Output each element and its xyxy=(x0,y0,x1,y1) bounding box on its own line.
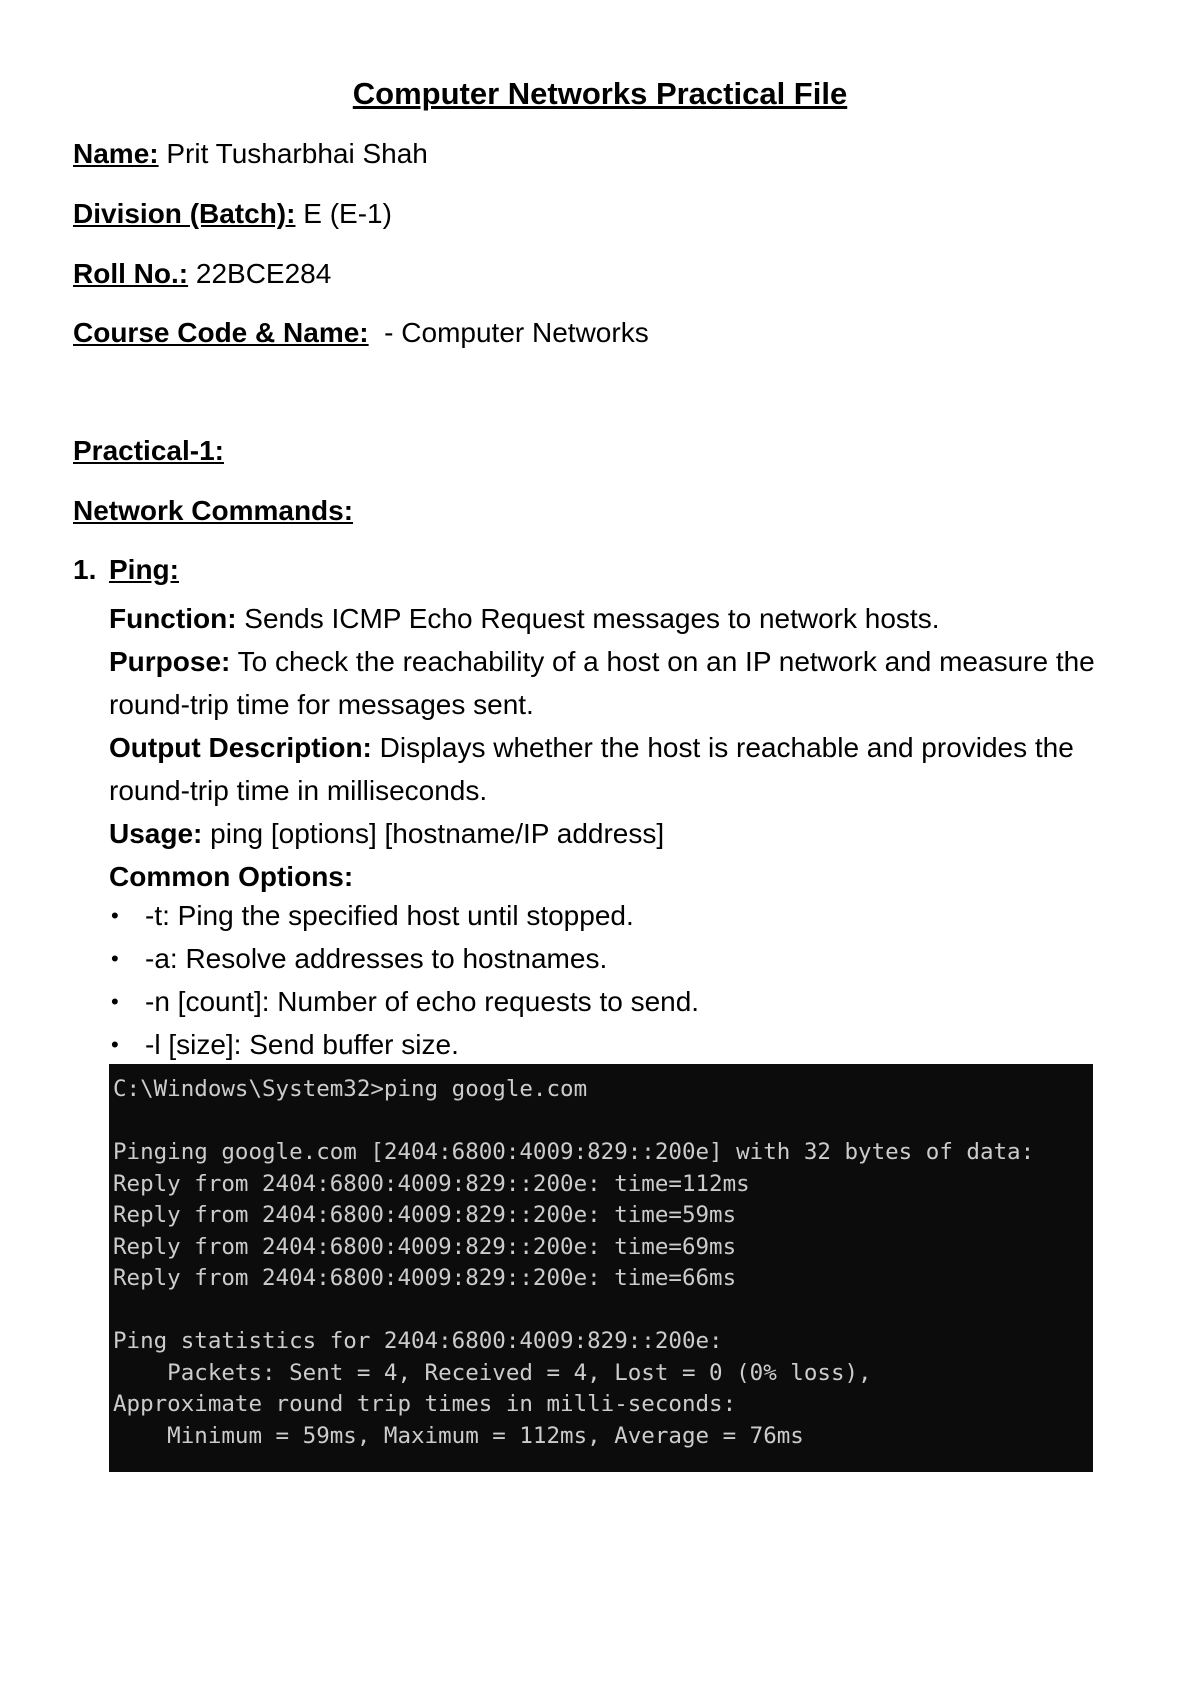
usage-text: ping [options] [hostname/IP address] xyxy=(202,818,665,849)
terminal-line: Packets: Sent = 4, Received = 4, Lost = 0 (0% loss), xyxy=(113,1359,872,1386)
list-item xyxy=(109,980,699,1023)
name-field xyxy=(73,138,428,170)
terminal-output xyxy=(109,1064,1093,1452)
purpose-label: Purpose: xyxy=(109,646,231,677)
course-label: Course Code & Name: xyxy=(73,317,369,348)
division-label: Division (Batch): xyxy=(73,198,296,229)
function-paragraph xyxy=(109,597,1139,640)
terminal-line: Reply from 2404:6800:4009:829::200e: time=112ms xyxy=(113,1170,750,1197)
terminal-line: Approximate round trip times in milli-seconds: xyxy=(113,1391,737,1417)
options-heading xyxy=(109,855,1139,898)
list-item xyxy=(109,894,699,937)
division-value: E (E-1) xyxy=(295,198,392,229)
purpose-text: To check the reachability of a host on an IP network and measure the round-trip time for messages sent. xyxy=(109,646,1095,720)
item-title: Ping: xyxy=(109,554,179,585)
terminal-line: Reply from 2404:6800:4009:829::200e: time=66ms xyxy=(113,1265,737,1291)
item-number: 1. xyxy=(73,554,97,585)
list-item xyxy=(109,1023,699,1066)
terminal-line: Reply from 2404:6800:4009:829::200e: time=69ms xyxy=(113,1233,737,1260)
options-label: Common Options: xyxy=(109,861,354,892)
terminal-line: Ping statistics for 2404:6800:4009:829::200e: xyxy=(113,1328,723,1354)
name-value: Prit Tusharbhai Shah xyxy=(158,138,428,169)
output-paragraph xyxy=(109,726,1149,812)
terminal-screenshot xyxy=(109,1064,1093,1472)
bullet-icon: • xyxy=(111,989,119,1014)
roll-no-field xyxy=(73,258,331,290)
section-heading: Network Commands: xyxy=(73,495,354,526)
name-label: Name: xyxy=(73,138,159,169)
bullet-icon: • xyxy=(111,1032,119,1057)
option-text: -a: Resolve addresses to hostnames. xyxy=(145,943,608,974)
options-list xyxy=(109,894,699,1066)
terminal-line: Pinging google.com [2404:6800:4009:829::200e] with 32 bytes of data: xyxy=(113,1139,1035,1165)
list-item xyxy=(109,937,699,980)
bullet-icon: • xyxy=(111,946,119,971)
roll-no-label: Roll No.: xyxy=(73,258,189,289)
option-text: -l [size]: Send buffer size. xyxy=(145,1029,459,1060)
function-label: Function: xyxy=(109,603,237,634)
output-label: Output Description: xyxy=(109,732,372,763)
function-text: Sends ICMP Echo Request messages to network hosts. xyxy=(236,603,940,634)
terminal-line: Reply from 2404:6800:4009:829::200e: time=59ms xyxy=(113,1202,737,1228)
option-text: -t: Ping the specified host until stopped. xyxy=(145,900,634,931)
output-text: Displays whether the host is reachable and provides the round-trip time in milliseconds. xyxy=(109,732,1074,806)
division-field xyxy=(73,198,392,230)
course-field xyxy=(73,317,649,349)
course-value: - Computer Networks xyxy=(368,317,649,348)
practical-heading: Practical-1: xyxy=(73,435,224,466)
bullet-icon: • xyxy=(111,903,119,928)
purpose-paragraph xyxy=(109,640,1119,726)
usage-paragraph xyxy=(109,812,1139,855)
option-text: -n [count]: Number of echo requests to send. xyxy=(145,986,700,1017)
terminal-line: C:\Windows\System32>ping google.com xyxy=(113,1076,588,1102)
usage-label: Usage: xyxy=(109,818,203,849)
roll-no-value: 22BCE284 xyxy=(188,258,332,289)
document-title: Computer Networks Practical File xyxy=(352,76,848,111)
terminal-line: Minimum = 59ms, Maximum = 112ms, Average = 76ms xyxy=(113,1422,804,1449)
